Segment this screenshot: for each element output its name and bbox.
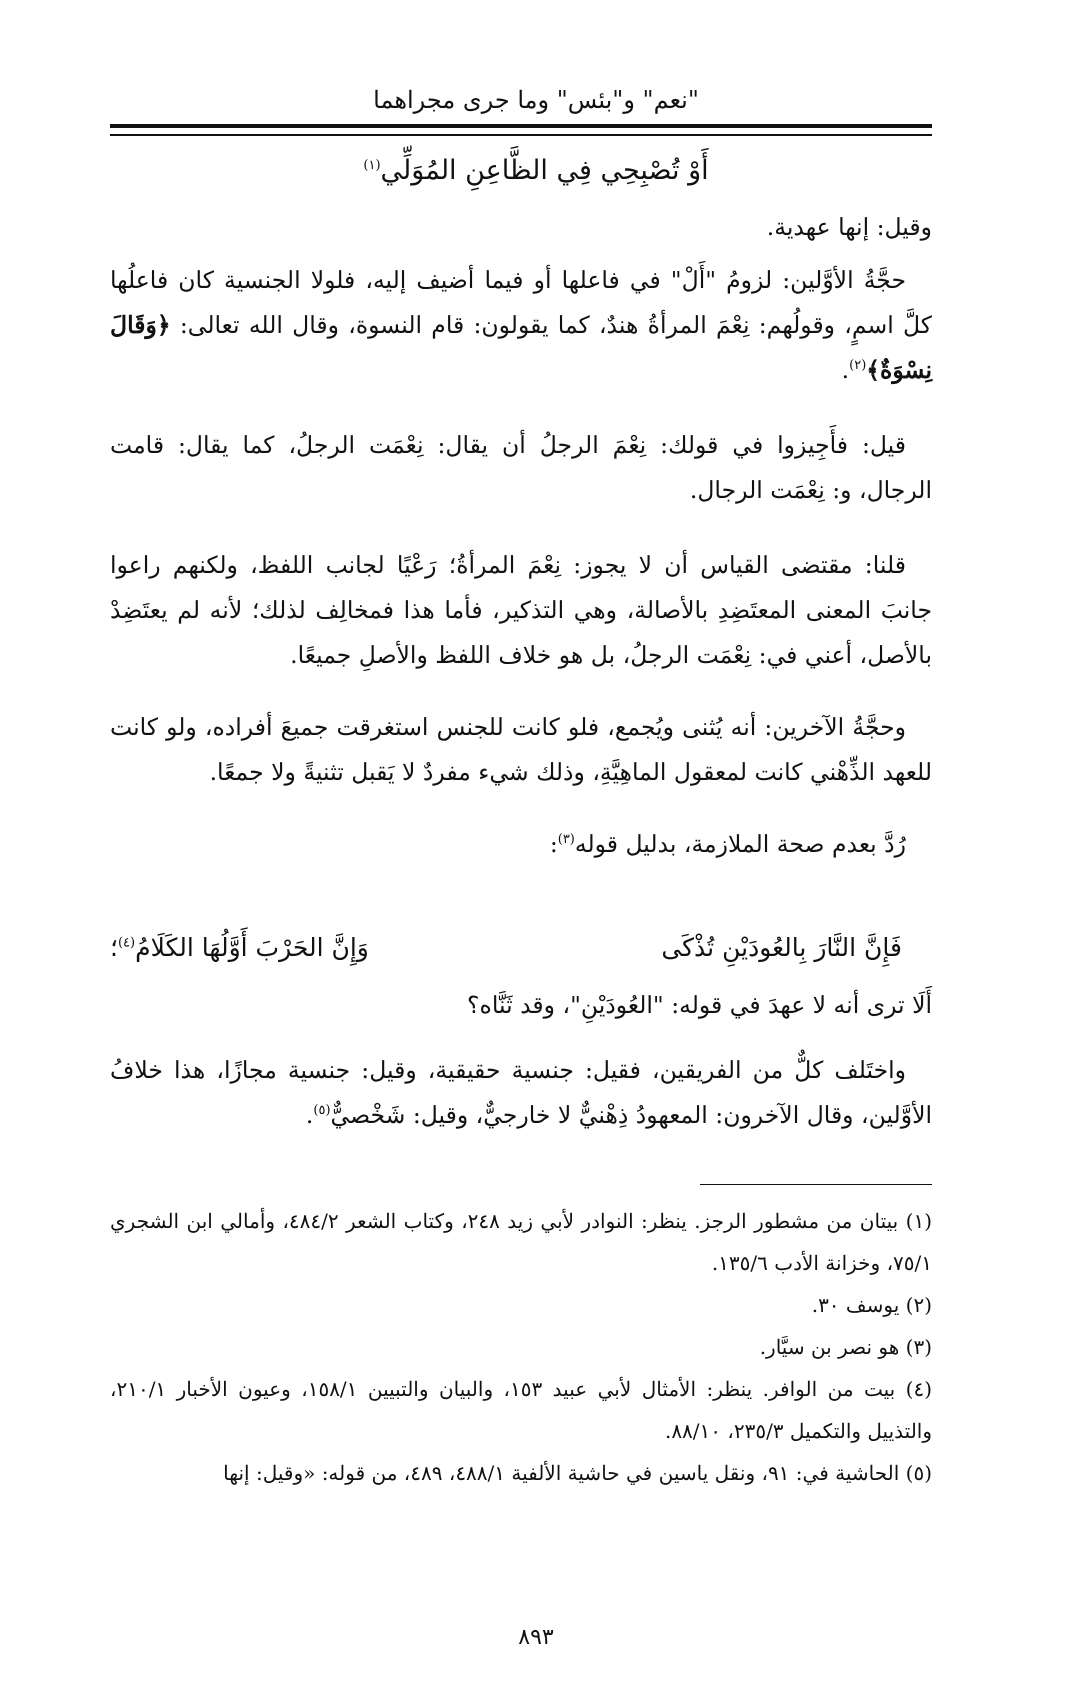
paragraph-1-text: وقيل: إنها عهدية. <box>766 213 932 241</box>
paragraph-7 <box>110 983 932 1028</box>
paragraph-8-end: . <box>305 1101 314 1129</box>
paragraph-6-end: : <box>549 830 558 858</box>
paragraph-5 <box>110 705 932 795</box>
paragraph-6 <box>110 822 932 867</box>
paragraph-6-text <box>110 822 932 867</box>
footnote-ref-5: (٥) <box>313 1103 331 1119</box>
footnotes <box>110 1200 932 1494</box>
verse-second-hemistich <box>110 933 369 962</box>
footnote-1: (١) بيتان من مشطور الرجز. ينظر: النوادر لأبي زيد ٢٤٨، وكتاب الشعر ٤٨٤/٢، وأمالي ابن الشجري ٧٥/١، وخزانة الأدب ١٣٥/٦. <box>110 1209 932 1275</box>
footnote-5: (٥) الحاشية في: ٩١، ونقل ياسين في حاشية الألفية ٤٨٨/١، ٤٨٩، من قوله: «وقيل: إنها <box>223 1461 932 1485</box>
paragraph-8 <box>110 1048 932 1138</box>
paragraph-2-body: حجَّةُ الأوَّلين: لزومُ "أَلْ" في فاعلها أو فيما أضيف إليه، فلولا الجنسية كان فاعلُها كلَّ اسمٍ، وقولُهم: نِعْمَ المرأةُ هندٌ، كما يقولون: قام النسوة، وقال الله تعالى: <box>110 266 932 339</box>
page-number: ٨٩٣ <box>518 1625 554 1650</box>
verse-line <box>110 933 932 962</box>
paragraph-5-text: وحجَّةُ الآخرين: أنه يُثنى ويُجمع، فلو كانت للجنس استغرقت جميعَ أفراده، ولو كانت للعهد الذِّهْني كانت لمعقول الماهِيَّةِ، وذلك شيء مفردٌ لا يَقبل تثنيةً ولا جمعًا. <box>110 713 932 786</box>
paragraph-2 <box>110 258 932 393</box>
paragraph-7-text: أَلَا ترى أنه لا عهدَ في قوله: "العُودَيْنِ"، وقد ثَنَّاه؟ <box>467 991 932 1019</box>
paragraph-1 <box>110 205 932 250</box>
footnote-ref-4: (٤) <box>117 935 136 951</box>
paragraph-8-text <box>110 1048 932 1138</box>
footnote-separator <box>700 1184 932 1185</box>
opening-verse <box>0 155 1072 186</box>
paragraph-2-end: . <box>841 356 850 384</box>
footnote-ref-3: (٣) <box>557 832 575 848</box>
paragraph-2-text <box>110 258 932 393</box>
opening-verse-text: أَوْ تُصْبِحِي فِي الظَّاعِنِ المُوَلِّي <box>380 155 709 186</box>
paragraph-4-text: قلنا: مقتضى القياس أن لا يجوز: نِعْمَ المرأةُ؛ رَعْيًا لجانب اللفظ، ولكنهم راعوا جانبَ المعنى المعتَضِدِ بالأصالة، وهي التذكير، فأما هذا فمخالِف لذلك؛ لأنه لم يعتَضِدْ بالأصل، أعني في: نِعْمَت الرجلُ، بل هو خلاف اللفظ والأصلِ جميعًا. <box>110 551 932 669</box>
paragraph-6-body: رُدَّ بعدم صحة الملازمة، بدليل قوله <box>574 830 906 858</box>
paragraph-4 <box>110 543 932 678</box>
paragraph-3-text: قيل: فأَجِيزوا في قولك: نِعْمَ الرجلُ أن يقال: نِعْمَت الرجلُ، كما يقال: قامت الرجال، و: نِعْمَت الرجال. <box>110 431 932 504</box>
paragraph-3 <box>110 423 932 513</box>
quran-quote: ﴿وَقَالَ نِسْوَةٌ﴾ <box>110 311 932 384</box>
verse-first-hemistich: فَإِنَّ النَّارَ بِالعُودَيْنِ تُذْكَى <box>661 933 902 962</box>
verse-end-mark: ؛ <box>110 933 118 962</box>
verse-second-text: وَإِنَّ الحَرْبَ أَوَّلُهَا الكَلَامُ <box>135 933 369 962</box>
footnote-4: (٤) بيت من الوافر. ينظر: الأمثال لأبي عبيد ١٥٣، والبيان والتبيين ١٥٨/١، وعيون الأخبار ٢١٠/١، والتذييل والتكميل ٢٣٥/٣، ٨٨/١٠. <box>110 1377 932 1443</box>
running-header: "نعم" و"بئس" وما جرى مجراهما <box>373 86 699 114</box>
header-rule-thick <box>110 124 932 128</box>
footnote-ref-1: (١) <box>363 158 381 173</box>
header-rule-thin <box>110 134 932 136</box>
paragraph-8-body: واختَلف كلٌّ من الفريقين، فقيل: جنسية حقيقية، وقيل: جنسية مجازًا، هذا خلافُ الأوَّلين، وقال الآخرون: المعهودُ ذِهْنيٌّ لا خارجيٌّ، وقيل: شَخْصيٌّ <box>110 1056 932 1129</box>
footnote-2: (٢) يوسف ٣٠. <box>811 1293 932 1317</box>
footnote-ref-2: (٢) <box>849 358 867 374</box>
footnote-3: (٣) هو نصر بن سيَّار. <box>759 1335 932 1359</box>
